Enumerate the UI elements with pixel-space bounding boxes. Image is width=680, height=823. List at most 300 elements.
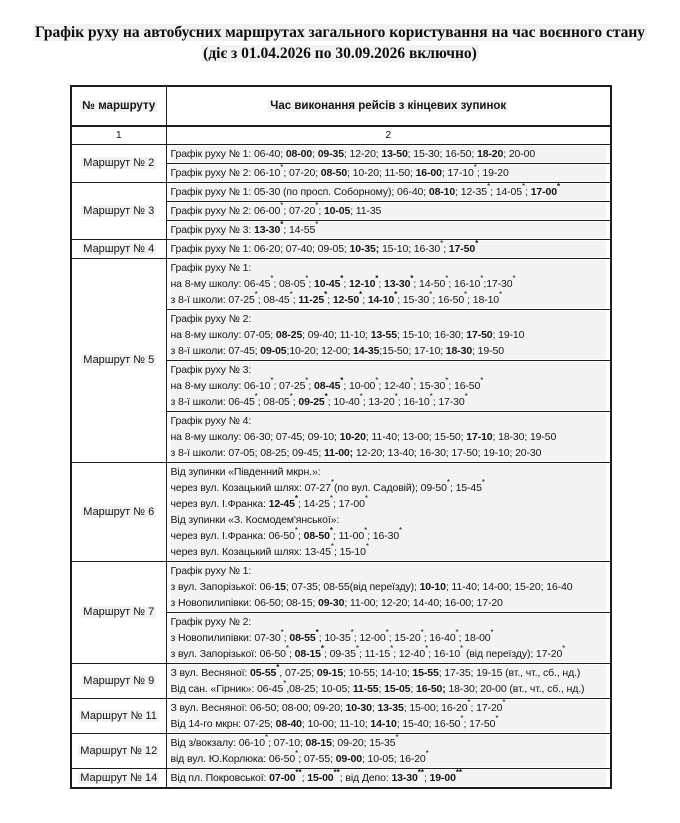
route-name-cell	[71, 258, 166, 462]
footnote-marker: *	[305, 274, 309, 284]
footnote-marker: *	[254, 290, 258, 300]
schedule-cell	[166, 360, 611, 411]
route-name-cell	[71, 768, 166, 788]
time-text: ; 14-50*; 16-10*;17-30*	[413, 274, 516, 290]
footnote-marker: *	[350, 628, 354, 638]
schedule-line	[171, 528, 607, 544]
route-name-cell	[71, 733, 166, 768]
time-emphasized: 15-05	[384, 682, 411, 695]
footnote-marker: *	[330, 542, 334, 552]
time-text: ; 10-05; 16-20*	[361, 749, 429, 765]
schedule-cell	[166, 309, 611, 360]
schedule-line	[171, 751, 607, 767]
footnote-marker: *	[340, 376, 344, 386]
schedule-line	[171, 311, 607, 327]
time-text: Від пл. Покровської:	[170, 771, 270, 784]
table-row	[71, 733, 611, 768]
schedule-line	[171, 184, 607, 200]
footnote-marker: *	[320, 644, 325, 654]
time-text: ; 20-00	[503, 147, 536, 160]
footnote-marker: *	[295, 749, 299, 759]
time-emphasized: 17-00*	[530, 182, 561, 198]
time-text: ; 15-30; 16-50;	[407, 147, 477, 160]
time-text: ;	[371, 701, 378, 714]
schedule-line	[171, 464, 607, 480]
time-text: ; 15-30*; 16-50*; 18-10*	[397, 290, 503, 306]
time-text: через вул. І.Франка: 06-50*;	[170, 526, 304, 542]
time-text: ;	[301, 771, 308, 784]
time-emphasized: 13-55	[370, 328, 397, 341]
time-text: ; 11-00; 12-20; 14-40; 16-00; 17-20	[344, 596, 503, 609]
footnote-marker: *	[445, 274, 449, 284]
time-text: Графік руху № 3:	[170, 363, 252, 376]
footnote-marker: *	[429, 290, 433, 300]
table-row	[71, 663, 611, 698]
schedule-cell	[166, 612, 611, 663]
schedule-line	[171, 770, 607, 786]
time-text: на 8-му школу: 06-30; 07-45; 09-10;	[170, 430, 340, 443]
footnote-marker: *	[420, 628, 424, 638]
route-name-cell	[71, 144, 166, 182]
schedule-line	[171, 146, 607, 162]
table-row	[71, 561, 611, 612]
route-name: Маршрут № 2	[83, 157, 155, 170]
time-text: Графік руху № 2:	[170, 615, 252, 628]
schedule-cell	[166, 239, 611, 258]
time-text: ; 10-00; 11-10;	[301, 717, 371, 730]
footnote-marker: *	[364, 526, 368, 536]
time-emphasized: 13-30*	[253, 220, 284, 236]
route-name: Маршрут № 12	[80, 744, 158, 757]
footnote-marker: *	[385, 628, 389, 638]
footnote-marker: *	[329, 526, 333, 536]
column-header-times	[166, 86, 611, 126]
footnote-marker: *	[410, 274, 414, 284]
time-emphasized: 09-30	[318, 596, 345, 609]
time-text: з 8-ї школи: 07-05; 08-25; 09-45;	[170, 446, 324, 459]
route-name: Маршрут № 3	[83, 204, 155, 217]
time-text: на 8-му школу: 06-45*; 08-05*;	[170, 274, 315, 290]
time-emphasized: 08-10	[428, 185, 456, 198]
time-emphasized: 18-20	[476, 147, 504, 160]
time-emphasized: 12-45*	[268, 494, 298, 510]
footnote-marker: *	[464, 290, 468, 300]
table-row	[71, 698, 611, 733]
routes-body	[71, 144, 611, 788]
schedule-line	[171, 292, 607, 308]
time-emphasized: 18-30	[445, 344, 473, 357]
time-text: ;	[362, 293, 368, 306]
time-emphasized: 14-35	[353, 344, 380, 357]
table-row	[71, 182, 611, 201]
time-text: Від 14-го мкрн: 07-25;	[170, 717, 276, 730]
schedule-cell	[166, 561, 611, 612]
route-name: Маршрут № 7	[83, 606, 155, 619]
time-text: ; 17-10*; 19-20	[441, 163, 509, 179]
time-text: ; 17-35; 19-15 (вт., чт., сб., нд.)	[438, 666, 581, 679]
footnote-marker: **	[455, 768, 463, 778]
schedule-cell	[166, 182, 611, 201]
time-emphasized: 10-05	[323, 204, 351, 217]
time-emphasized: 08-25	[275, 328, 303, 341]
time-emphasized: 14-10	[370, 717, 397, 730]
footnote-marker: *	[395, 733, 399, 743]
footnote-marker: *	[464, 392, 468, 402]
time-text: ; 11-40; 13-00; 15-50;	[365, 430, 467, 443]
time-emphasized: 13-50	[381, 147, 408, 160]
footnote-marker: **	[333, 768, 340, 778]
footnote-marker: *	[270, 376, 274, 386]
route-name: Маршрут № 9	[83, 674, 155, 687]
schedule-cell	[166, 698, 611, 733]
footnote-marker: *	[556, 182, 561, 192]
time-emphasized: 12-50*	[332, 290, 363, 306]
route-name: Маршрут № 6	[83, 505, 155, 518]
schedule-table	[70, 85, 612, 789]
schedule-line	[171, 544, 607, 560]
footnote-marker: *	[280, 628, 284, 638]
footnote-marker: *	[254, 392, 258, 402]
footnote-marker: *	[399, 526, 403, 536]
footnote-marker: *	[495, 714, 499, 724]
time-text: ; 12-35*; 14-05*;	[455, 182, 531, 198]
time-emphasized: 09-00	[335, 752, 362, 765]
time-text: ;	[327, 293, 333, 306]
footnote-marker: *	[280, 163, 284, 173]
time-emphasized: 12-10*	[349, 274, 379, 290]
time-text: з 8-ї школи: 06-45*; 08-05*;	[170, 392, 299, 408]
time-text: Графік руху № 1: 05-30 (по просп. Соборному); 06-40;	[170, 185, 429, 198]
footnote-marker: *	[315, 628, 319, 638]
time-text: Графік руху № 1: 06-20; 07-40; 09-05;	[170, 242, 350, 255]
document-title	[4, 23, 676, 65]
time-text: ; 11-35	[350, 204, 382, 217]
time-text: ; 12-20;	[343, 147, 382, 160]
time-emphasized: 15-00**	[307, 768, 340, 784]
schedule-cell	[166, 768, 611, 788]
route-name: Маршрут № 5	[83, 354, 155, 367]
time-text: ; 15-00; 16-20*; 17-20*	[403, 698, 506, 714]
time-text: ; 11-40; 14-00; 15-20; 16-40	[445, 580, 573, 593]
time-emphasized: 08-55*	[289, 628, 319, 644]
footnote-marker: *	[289, 392, 293, 402]
route-name: Маршрут № 4	[83, 242, 155, 255]
footnote-marker: *	[475, 239, 479, 249]
time-text: З вул. Весняної:	[170, 666, 251, 679]
footnote-marker: *	[340, 274, 344, 284]
footnote-marker: *	[440, 239, 444, 249]
footnote-marker: *	[429, 392, 433, 402]
schedule-line	[171, 595, 607, 611]
time-emphasized: 07-00**	[269, 768, 302, 784]
time-text: Графік руху № 1: 06-40;	[170, 147, 286, 160]
footnote-marker: *	[394, 392, 398, 402]
footnote-marker: *	[455, 628, 459, 638]
column-number-1: 1	[71, 126, 166, 145]
time-text: ; 14-55*	[283, 220, 319, 236]
schedule-cell	[166, 663, 611, 698]
footnote-marker: *	[305, 376, 309, 386]
footnote-marker: *	[512, 274, 516, 284]
schedule-cell	[166, 201, 611, 220]
footnote-marker: *	[315, 201, 319, 211]
time-emphasized: 09-05	[260, 344, 287, 357]
schedule-line	[171, 343, 607, 359]
table-row	[71, 462, 611, 561]
schedule-line	[171, 646, 607, 662]
time-emphasized: 08-45*	[314, 376, 344, 392]
time-emphasized: 11-25*	[298, 290, 328, 306]
time-text: ;	[378, 277, 385, 290]
time-text: через вул. І.Франка:	[170, 497, 269, 510]
column-header-route-number	[71, 86, 166, 126]
schedule-line	[171, 260, 607, 276]
footnote-marker: *	[499, 290, 503, 300]
time-text: від вул. Ю.Корлюка: 06-50*; 07-55;	[170, 749, 336, 765]
time-text: ; 10-00*; 12-40*; 15-30*; 16-50*	[343, 376, 484, 392]
footnote-marker: *	[410, 376, 414, 386]
column-header-route-number-label: № маршруту	[82, 99, 156, 112]
time-emphasized: 09-25*	[298, 392, 328, 408]
footnote-marker: *	[562, 644, 566, 654]
footnote-marker: *	[280, 220, 284, 230]
time-text: Від з/вокзалу: 06-10*; 07-10;	[170, 733, 306, 749]
time-text: З вул. Весняної: 06-50; 08-00; 09-20;	[170, 701, 346, 714]
time-text: ; 18-30; 19-50	[492, 430, 557, 443]
footnote-marker: *	[460, 644, 464, 654]
schedule-line	[171, 563, 607, 579]
time-emphasized: 09-15	[316, 666, 344, 679]
footnote-marker: *	[294, 526, 298, 536]
footnote-marker: *	[359, 392, 363, 402]
footnote-marker: *	[294, 494, 298, 504]
time-text: Від сан. «Гірник»: 06-45*,08-25; 10-05;	[170, 679, 353, 695]
footnote-marker: *	[359, 290, 363, 300]
footnote-marker: *	[480, 274, 484, 284]
header-row	[71, 86, 611, 126]
route-name-cell	[71, 698, 166, 733]
footnote-marker: **	[295, 768, 302, 778]
footnote-marker: *	[276, 663, 280, 673]
schedule-line	[171, 496, 607, 512]
footnote-marker: *	[521, 182, 526, 192]
footnote-marker: **	[417, 768, 424, 778]
route-name-cell	[71, 239, 166, 258]
time-text: ;	[312, 147, 318, 160]
schedule-line	[171, 394, 607, 410]
time-emphasized: 15	[274, 580, 286, 593]
schedule-line	[171, 276, 607, 292]
route-name: Маршрут № 11	[80, 709, 157, 722]
footnote-marker: *	[446, 478, 450, 488]
time-text: ;	[343, 277, 350, 290]
time-emphasized: 17-50	[466, 328, 493, 341]
footnote-marker: *	[375, 376, 379, 386]
schedule-line	[171, 413, 607, 429]
time-text: на 8-му школу: 07-05;	[170, 328, 276, 341]
footnote-marker: *	[467, 698, 471, 708]
footnote-marker: *	[365, 542, 369, 552]
route-name-cell	[71, 663, 166, 698]
time-text: Графік руху № 2: 06-10*; 07-20;	[170, 163, 321, 179]
title-line-2: (діє з 01.04.2026 по 30.09.2026 включно)	[203, 44, 477, 62]
footnote-marker: *	[502, 698, 506, 708]
table-header	[71, 86, 611, 145]
footnote-marker: *	[264, 733, 269, 743]
time-text: ; 10-35*; 12-00*; 15-20*; 16-40*; 18-00*	[318, 628, 494, 644]
column-number-2: 2	[166, 126, 611, 145]
time-text: Від зупинки «З. Космодем'янської»:	[170, 513, 340, 526]
schedule-cell	[166, 220, 611, 239]
time-emphasized: 09-35	[317, 147, 344, 160]
schedule-line	[171, 241, 607, 257]
time-text: ; 10-55; 14-10;	[343, 666, 413, 679]
table-row	[71, 144, 611, 163]
time-emphasized: 13-30**	[391, 768, 424, 784]
time-text: через вул. Козацький шлях: 13-45*; 15-10*	[170, 542, 369, 558]
time-text: ;15-50; 17-10;	[379, 344, 446, 357]
time-emphasized: 13-35	[377, 701, 404, 714]
time-text: 15-10; 16-30*;	[379, 239, 449, 255]
time-text: ;	[423, 771, 430, 784]
time-text: ; 09-35*; 11-15*; 12-40*; 16-10* (від переїзду); 17-20*	[324, 644, 566, 660]
schedule-cell	[166, 144, 611, 163]
time-emphasized: 17-50*	[448, 239, 479, 255]
footnote-marker: *	[280, 201, 284, 211]
schedule-cell	[166, 411, 611, 462]
time-text: з Новопилипівки: 07-30*;	[170, 628, 290, 644]
time-text: Графік руху № 1:	[170, 564, 252, 577]
schedule-line	[171, 378, 607, 394]
time-emphasized: 10-10	[419, 580, 446, 593]
footnote-marker: *	[285, 644, 290, 654]
schedule-line	[171, 362, 607, 378]
footnote-marker: *	[375, 274, 379, 284]
schedule-line	[171, 222, 607, 238]
time-emphasized: 08-15*	[294, 644, 325, 660]
footnote-marker: *	[355, 644, 359, 654]
time-text: Графік руху № 1:	[170, 261, 252, 274]
time-text: ; 07-35; 08-55(від переїзду);	[285, 580, 420, 593]
footnote-marker: *	[315, 220, 319, 230]
schedule-line	[171, 700, 607, 716]
table-row	[71, 239, 611, 258]
time-text: через вул. Козацький шлях: 07-27*(по вул. Садовій); 09-50*; 15-45*	[170, 478, 485, 494]
schedule-line	[171, 630, 607, 646]
route-name-cell	[71, 462, 166, 561]
footnote-marker: *	[460, 714, 464, 724]
time-text: Графік руху № 3:	[170, 223, 254, 236]
time-text: з 8-ї школи: 07-45;	[170, 344, 261, 357]
time-emphasized: 08-15	[305, 736, 332, 749]
time-emphasized: 16-50;	[416, 682, 446, 695]
route-name-cell	[71, 561, 166, 663]
time-text: ;	[378, 682, 385, 695]
document	[0, 23, 680, 789]
route-name-cell	[71, 182, 166, 239]
title-line-1: Графік руху на автобусних маршрутах загального користування на час воєнного стану	[34, 24, 646, 41]
footnote-marker: *	[330, 478, 334, 488]
schedule-cell	[166, 462, 611, 561]
schedule-line	[171, 203, 607, 219]
time-text: з вул. Запорізької: 06-50*;	[170, 644, 295, 660]
footnote-marker: *	[473, 163, 477, 173]
schedule-line	[171, 579, 607, 595]
time-text: ;10-20; 12-00;	[286, 344, 354, 357]
table-row	[71, 258, 611, 309]
footnote-marker: *	[445, 376, 449, 386]
time-emphasized: 10-30	[345, 701, 372, 714]
footnote-marker: *	[390, 644, 394, 654]
time-emphasized: 10-20	[339, 430, 366, 443]
time-text: Графік руху № 2:	[170, 312, 252, 325]
time-emphasized: 08-50	[320, 166, 348, 179]
schedule-line	[171, 716, 607, 732]
time-emphasized: 08-40	[275, 717, 302, 730]
schedule-line	[171, 681, 607, 697]
schedule-cell	[166, 733, 611, 768]
time-emphasized: 14-10*	[367, 290, 398, 306]
footnote-marker: *	[481, 478, 485, 488]
schedule-cell	[166, 163, 611, 182]
time-text: ; 09-40; 11-10;	[302, 328, 371, 341]
column-number-row	[71, 126, 611, 145]
schedule-cell	[166, 258, 611, 309]
time-text: ; 14-25*; 17-00*	[297, 494, 368, 510]
time-text: ; 19-50	[472, 344, 504, 357]
schedule-line	[171, 512, 607, 528]
time-text: з 8-ї школи: 07-25*; 08-45*;	[170, 290, 299, 306]
time-emphasized: 19-00**	[429, 768, 463, 784]
time-emphasized: 16-00	[415, 166, 442, 179]
footnote-marker: *	[425, 644, 429, 654]
time-emphasized: 10-35;	[349, 242, 380, 255]
time-text: з Новопилипівки: 06-50; 08-15;	[170, 596, 319, 609]
time-emphasized: 10-45*	[314, 274, 344, 290]
schedule-line	[171, 429, 607, 445]
footnote-marker: *	[486, 182, 491, 192]
time-text: ; 09-20; 15-35*	[331, 733, 399, 749]
schedule-line	[171, 327, 607, 343]
footnote-marker: *	[394, 290, 398, 300]
time-text: на 8-му школу: 06-10*; 07-25*;	[170, 376, 315, 392]
time-text: ;	[410, 682, 417, 695]
schedule-line	[171, 165, 607, 181]
time-emphasized: 17-10	[466, 430, 493, 443]
time-emphasized: 15-55	[412, 666, 439, 679]
schedule-line	[171, 735, 607, 751]
time-text: Від зупинки «Південний мкрн.»:	[170, 465, 321, 478]
time-text: 12-20; 13-40; 16-30; 17-50; 19-10; 20-30	[353, 446, 542, 459]
time-text: ; від Депо:	[339, 771, 392, 784]
time-text: ; 10-40*; 13-20*; 16-10*; 17-30*	[327, 392, 468, 408]
footnote-marker: *	[490, 628, 494, 638]
time-text: , 07-25;	[279, 666, 317, 679]
footnote-marker: *	[324, 290, 328, 300]
table-row	[71, 768, 611, 788]
footnote-marker: *	[283, 679, 287, 689]
time-text: ; 11-00*; 16-30*	[332, 526, 403, 542]
footnote-marker: *	[364, 494, 368, 504]
route-name: Маршрут № 14	[80, 771, 158, 784]
time-emphasized: 13-30*	[384, 274, 414, 290]
time-text: 18-30; 20-00 (вт., чт., сб., нд.)	[445, 682, 585, 695]
time-text: ; 15-40; 16-50*; 17-50*	[396, 714, 499, 730]
time-text: ; 19-10	[492, 328, 525, 341]
footnote-marker: *	[289, 290, 293, 300]
column-header-times-label: Час виконання рейсів з кінцевих зупинок	[270, 99, 507, 112]
schedule-line	[171, 665, 607, 681]
